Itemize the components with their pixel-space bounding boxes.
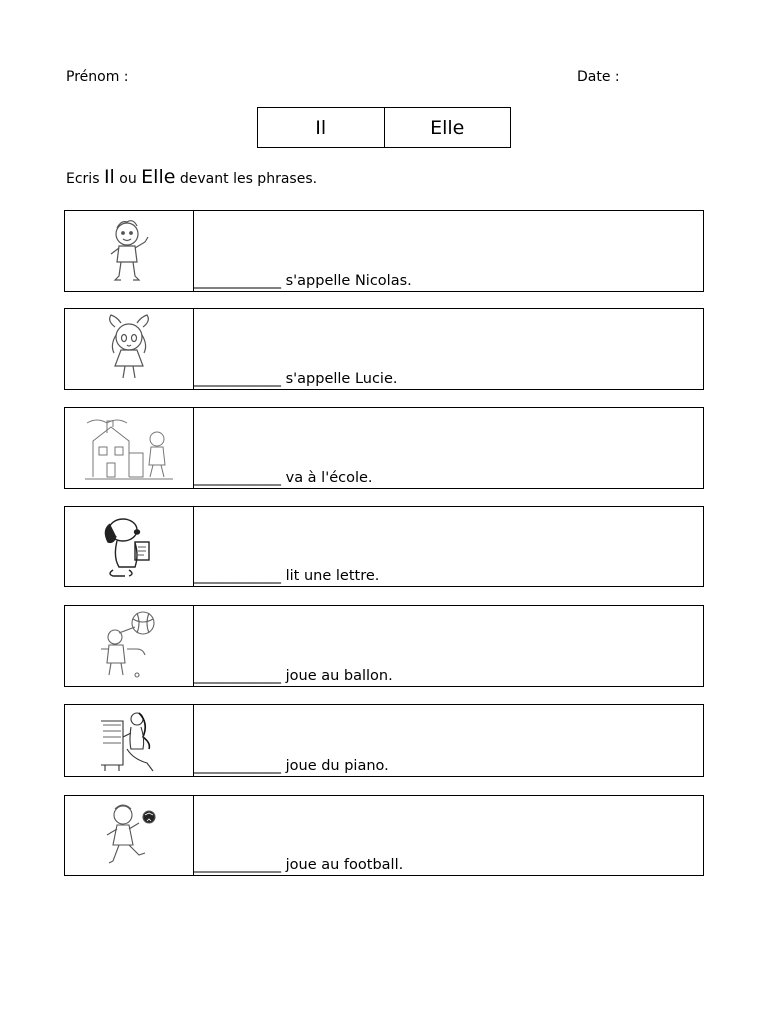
answer-blank[interactable]: ____________ [194, 758, 281, 774]
answer-blank[interactable]: ____________ [194, 857, 281, 873]
pronoun-elle: Elle [384, 108, 511, 147]
instruction [66, 166, 317, 188]
boy-waving-icon [65, 211, 194, 291]
snoopy-reading-letter-icon [65, 507, 194, 586]
child-going-to-school-icon [65, 408, 194, 488]
answer-blank[interactable]: ____________ [194, 470, 281, 486]
sentence-text: s'appelle Nicolas. [281, 273, 412, 289]
instruction-word-elle: Elle [141, 166, 176, 188]
pronoun-table [257, 107, 511, 148]
exercise-row-2 [64, 308, 704, 390]
date-label: Date : [577, 69, 620, 85]
exercise-row-3 [64, 407, 704, 489]
answer-blank[interactable]: ____________ [194, 371, 281, 387]
exercise-row-7 [64, 795, 704, 876]
instruction-middle: ou [114, 171, 142, 187]
instruction-start: Ecris [66, 171, 104, 187]
sentence-text: s'appelle Lucie. [281, 371, 398, 387]
instruction-word-il: Il [103, 166, 115, 188]
sentence-2 [194, 371, 398, 387]
sentence-5 [194, 668, 393, 684]
sentence-text: lit une lettre. [281, 568, 380, 584]
prenom-label: Prénom : [66, 69, 129, 85]
answer-blank[interactable]: ____________ [194, 668, 281, 684]
instruction-end: devant les phrases. [175, 171, 318, 187]
sentence-4 [194, 568, 379, 584]
sentence-text: joue au ballon. [281, 668, 393, 684]
sentence-text: joue du piano. [281, 758, 389, 774]
sentence-6 [194, 758, 389, 774]
sentence-1 [194, 273, 412, 289]
sentence-7 [194, 857, 403, 873]
answer-blank[interactable]: ____________ [194, 273, 281, 289]
sentence-text: va à l'école. [281, 470, 373, 486]
pronoun-il: Il [315, 116, 327, 139]
answer-blank[interactable]: ____________ [194, 568, 281, 584]
exercise-row-6 [64, 704, 704, 777]
exercise-row-4 [64, 506, 704, 587]
sentence-text: joue au football. [281, 857, 404, 873]
exercise-row-5 [64, 605, 704, 687]
child-with-ball-icon [65, 606, 194, 686]
sentence-3 [194, 470, 373, 486]
girl-with-bows-icon [65, 309, 194, 389]
boy-playing-football-icon [65, 796, 194, 875]
exercise-row-1 [64, 210, 704, 292]
girl-at-piano-icon [65, 705, 194, 776]
